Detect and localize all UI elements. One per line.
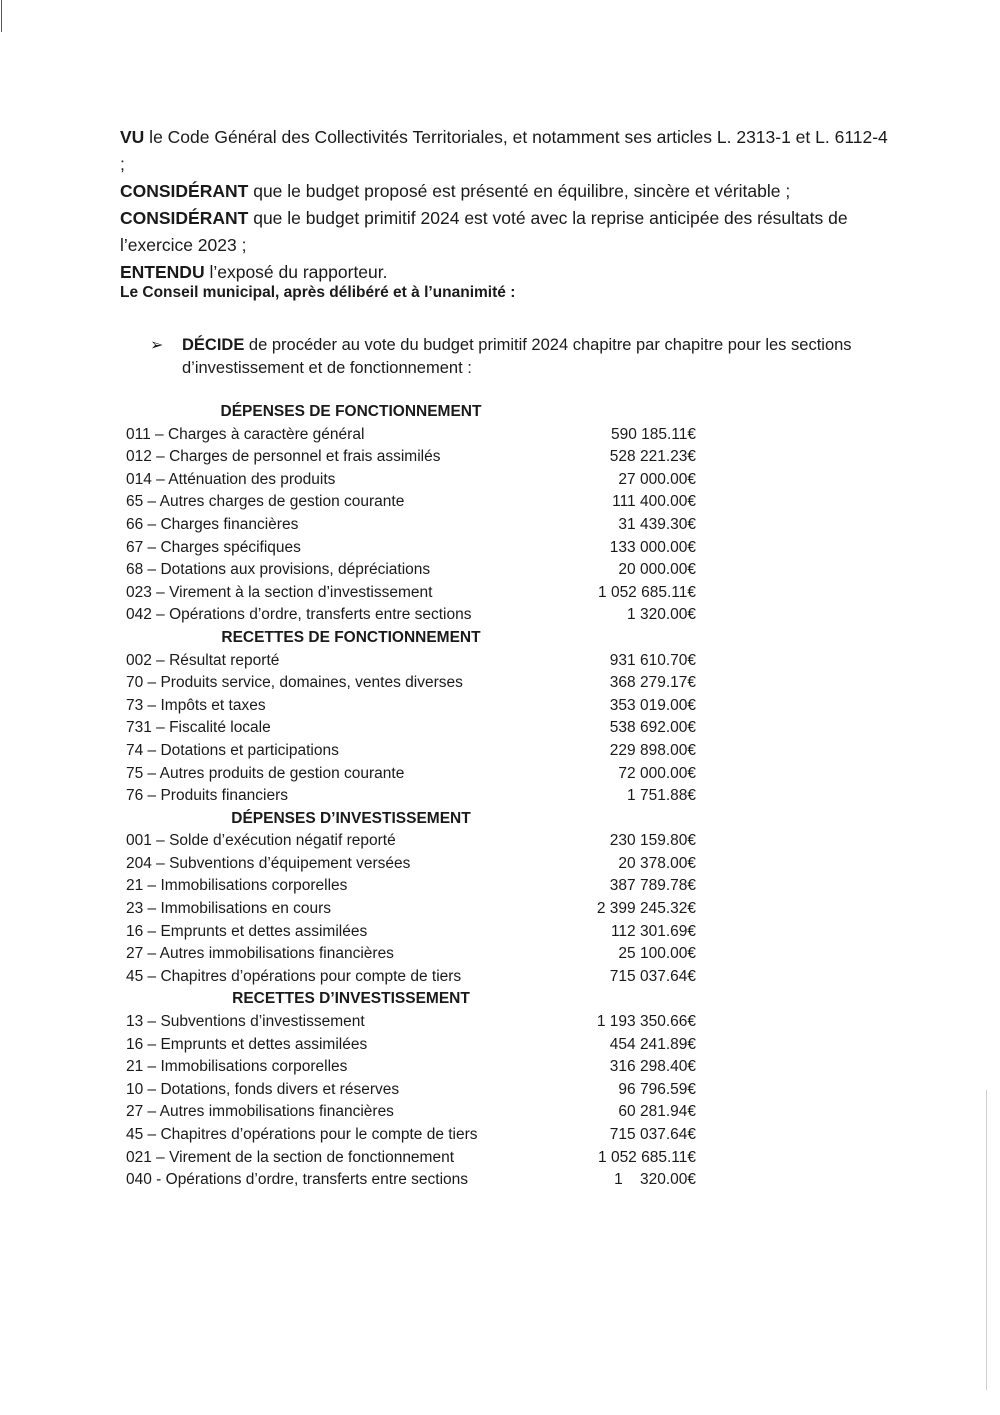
preamble [120, 124, 890, 286]
chapter-label: 45 – Chapitres d’opérations pour compte de tiers [126, 967, 462, 985]
budget-row [126, 469, 706, 492]
chapter-label: 011 – Charges à caractère général [126, 425, 365, 443]
considerant-clause-1 [120, 178, 890, 205]
chapter-label: 68 – Dotations aux provisions, dépréciations [126, 561, 431, 579]
vu-keyword: VU [120, 127, 145, 147]
chapter-label: 74 – Dotations et participations [126, 741, 339, 759]
entendu-clause [120, 259, 890, 286]
budget-table [126, 401, 706, 1192]
budget-row [126, 650, 706, 673]
budget-row [126, 875, 706, 898]
budget-row [126, 921, 706, 944]
budget-row [126, 446, 706, 469]
budget-row [126, 1147, 706, 1170]
budget-row [126, 672, 706, 695]
budget-row [126, 559, 706, 582]
budget-row [126, 1034, 706, 1057]
chapter-label: 65 – Autres charges de gestion courante [126, 493, 405, 511]
budget-row [126, 1011, 706, 1034]
vu-text: le Code Général des Collectivités Territoriales, et notamment ses articles L. 2313-1 et L. 6112-4 ; [120, 127, 888, 174]
chapter-amount: 20 000.00€ [618, 561, 696, 579]
budget-row [126, 763, 706, 786]
chapter-label: 27 – Autres immobilisations financières [126, 1103, 394, 1121]
chapter-amount: 528 221.23€ [609, 448, 696, 466]
budget-row [126, 582, 706, 605]
considerant-keyword: CONSIDÉRANT [120, 181, 249, 201]
chapter-label: 16 – Emprunts et dettes assimilées [126, 922, 368, 940]
entendu-keyword: ENTENDU [120, 262, 205, 282]
chapter-amount: 31 439.30€ [618, 515, 696, 533]
arrow-bullet-icon: ➢ [150, 337, 164, 354]
chapter-label: 67 – Charges spécifiques [126, 538, 301, 556]
chapter-label: 014 – Atténuation des produits [126, 470, 336, 488]
scan-edge-mark [1, 0, 2, 32]
budget-row [126, 537, 706, 560]
chapter-amount: 538 692.00€ [609, 719, 696, 737]
chapter-amount: 715 037.64€ [609, 1126, 696, 1143]
section-title: RECETTES D’INVESTISSEMENT [232, 990, 470, 1008]
budget-row [126, 604, 706, 627]
considerant-clause-2 [120, 205, 890, 259]
chapter-label: 731 – Fiscalité locale [126, 719, 271, 737]
chapter-label: 040 - Opérations d’ordre, transferts entre sections [126, 1171, 469, 1189]
chapter-amount: 454 241.89€ [609, 1035, 696, 1053]
chapter-amount: 1 052 685.11€ [598, 1148, 696, 1166]
budget-row [126, 898, 706, 921]
chapter-label: 042 – Opérations d’ordre, transferts entre sections [126, 606, 472, 624]
chapter-amount: 353 019.00€ [609, 696, 696, 714]
budget-row [126, 740, 706, 763]
chapter-label: 16 – Emprunts et dettes assimilées [126, 1035, 368, 1053]
chapter-amount: 1 193 350.66€ [596, 1013, 696, 1031]
chapter-amount: 230 159.80€ [609, 832, 696, 850]
chapter-label: 21 – Immobilisations corporelles [126, 1058, 348, 1076]
budget-row [126, 424, 706, 447]
considerant-keyword: CONSIDÉRANT [120, 208, 249, 228]
chapter-label: 021 – Virement de la section de fonctionnement [126, 1148, 455, 1166]
chapter-amount: 2 399 245.32€ [596, 900, 696, 918]
chapter-label: 002 – Résultat reporté [126, 651, 280, 669]
budget-row [126, 491, 706, 514]
chapter-amount: 316 298.40€ [609, 1058, 696, 1076]
chapter-amount: 1 320.00€ [614, 1171, 696, 1189]
budget-row [126, 853, 706, 876]
section-title: DÉPENSES DE FONCTIONNEMENT [220, 403, 482, 420]
budget-row [126, 1056, 706, 1079]
chapter-amount: 1 751.88€ [627, 787, 696, 805]
chapter-amount: 27 000.00€ [618, 470, 696, 488]
chapter-amount: 112 301.69€ [610, 922, 696, 940]
chapter-amount: 590 185.11€ [610, 425, 696, 443]
budget-row [126, 695, 706, 718]
chapter-label: 70 – Produits service, domaines, ventes diverses [126, 674, 463, 692]
chapter-label: 10 – Dotations, fonds divers et réserves [126, 1080, 400, 1098]
chapter-amount: 1 320.00€ [627, 606, 696, 624]
entendu-text: l’exposé du rapporteur. [204, 262, 388, 282]
council-statement: Le Conseil municipal, après délibéré et à l’unanimité : [120, 284, 516, 301]
budget-row [126, 1169, 706, 1192]
considerant-text: que le budget primitif 2024 est voté avec la reprise anticipée des résultats de l’exercice 2023 ; [120, 208, 848, 255]
chapter-amount: 96 796.59€ [618, 1080, 696, 1098]
budget-row [126, 785, 706, 808]
chapter-amount: 387 789.78€ [609, 877, 696, 895]
chapter-amount: 25 100.00€ [618, 945, 696, 963]
chapter-amount: 72 000.00€ [618, 764, 696, 782]
chapter-amount: 229 898.00€ [609, 741, 696, 759]
chapter-label: 76 – Produits financiers [126, 787, 288, 805]
budget-row [126, 1124, 706, 1147]
chapter-label: 13 – Subventions d’investissement [126, 1013, 365, 1031]
budget-row [126, 966, 706, 989]
chapter-label: 23 – Immobilisations en cours [126, 900, 332, 918]
chapter-label: 66 – Charges financières [126, 515, 299, 533]
section-title: DÉPENSES D’INVESTISSEMENT [231, 809, 471, 827]
scan-edge-mark [986, 1090, 987, 1390]
chapter-label: 27 – Autres immobilisations financières [126, 945, 394, 963]
budget-row [126, 830, 706, 853]
chapter-label: 012 – Charges de personnel et frais assimilés [126, 448, 441, 466]
chapter-amount: 368 279.17€ [609, 674, 696, 692]
budget-row [126, 514, 706, 537]
budget-row [126, 1079, 706, 1102]
decide-text-block [182, 334, 892, 380]
chapter-amount: 715 037.64€ [609, 967, 696, 985]
section-title: RECETTES DE FONCTIONNEMENT [221, 628, 481, 646]
chapter-amount: 60 281.94€ [618, 1103, 696, 1121]
chapter-amount: 1 052 685.11€ [598, 583, 696, 601]
chapter-amount: 111 400.00€ [612, 493, 696, 511]
chapter-amount: 931 610.70€ [609, 651, 696, 669]
chapter-label: 75 – Autres produits de gestion courante [126, 764, 405, 782]
chapter-amount: 133 000.00€ [609, 538, 696, 556]
decide-text: de procéder au vote du budget primitif 2024 chapitre par chapitre pour les sections d’investissement et de fonctionnement : [182, 336, 852, 377]
chapter-label: 001 – Solde d’exécution négatif reporté [126, 832, 396, 850]
chapter-label: 023 – Virement à la section d’investissement [126, 583, 433, 601]
vu-clause [120, 124, 890, 178]
chapter-label: 21 – Immobilisations corporelles [126, 877, 348, 895]
chapter-label: 45 – Chapitres d’opérations pour le compte de tiers [126, 1126, 478, 1143]
considerant-text: que le budget proposé est présenté en équilibre, sincère et véritable ; [248, 181, 791, 201]
chapter-label: 73 – Impôts et taxes [126, 696, 266, 714]
budget-row [126, 717, 706, 740]
budget-row [126, 1101, 706, 1124]
budget-row [126, 943, 706, 966]
chapter-amount: 20 378.00€ [618, 854, 696, 872]
chapter-label: 204 – Subventions d’équipement versées [126, 854, 411, 872]
decide-keyword: DÉCIDE [182, 336, 245, 354]
